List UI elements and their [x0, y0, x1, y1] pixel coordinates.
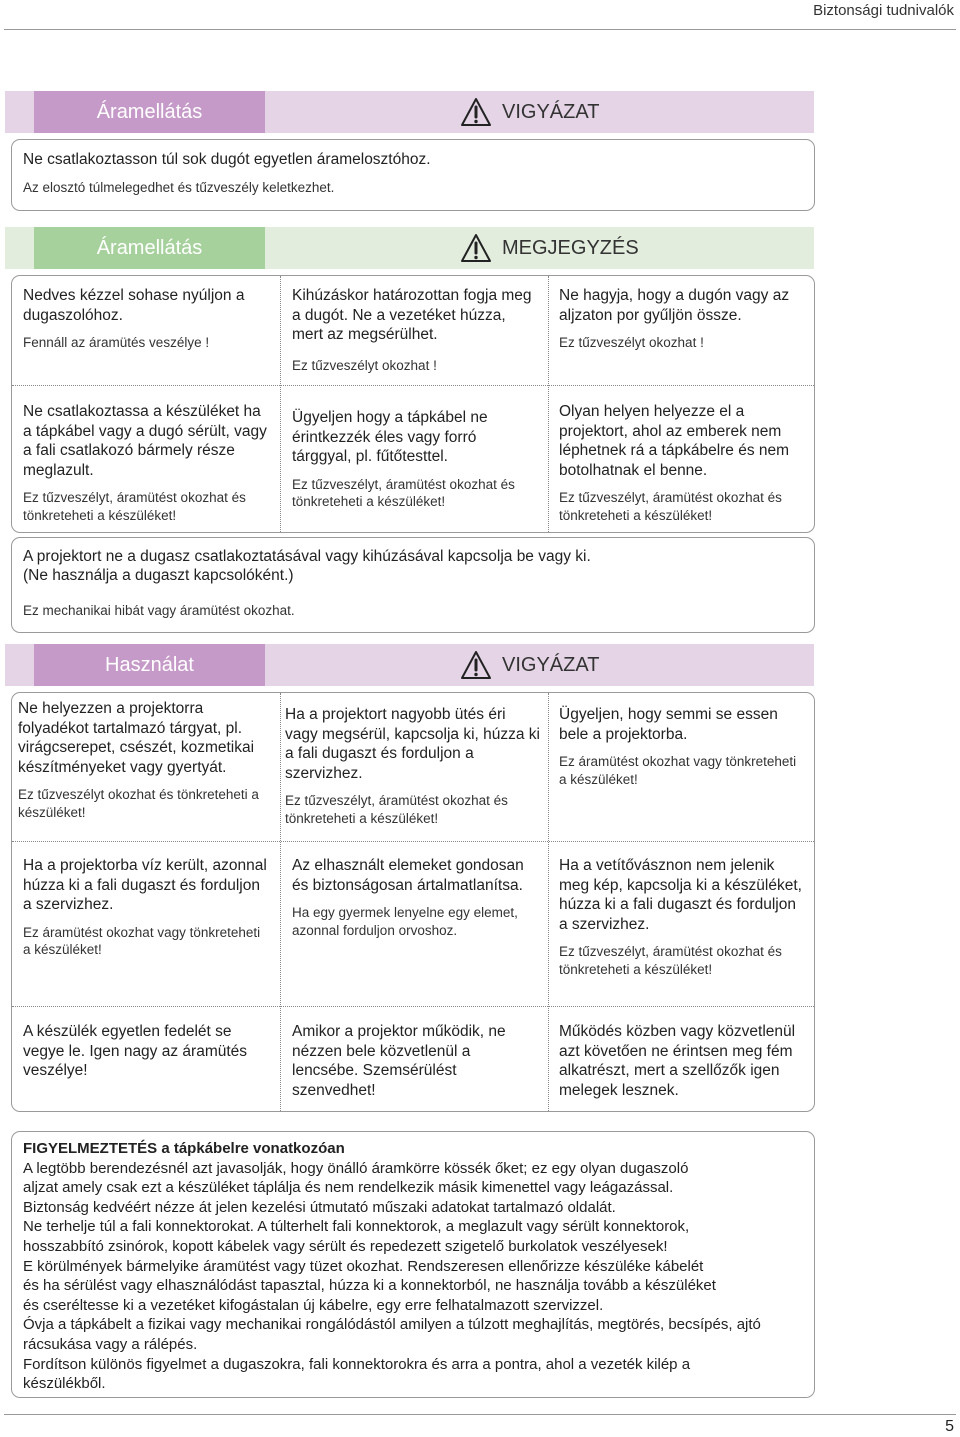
note-sub-text: Ez tűzveszélyt okozhat !	[559, 335, 704, 350]
caution-main-text: Ne csatlakoztasson túl sok dugót egyetlen áramelosztóhoz.	[23, 151, 431, 168]
caution-main-text: Az elhasznált elemeket gondosan és biztonságosan ártalmatlanítsa.	[292, 857, 524, 894]
note-cell	[292, 408, 532, 511]
note-cell	[559, 286, 804, 352]
warning-line: Biztonság kedvéért nézze át jelen kezelési útmutató műszaki adatokat tartalmazó oldalát.	[23, 1198, 616, 1216]
section-label: Használat	[34, 644, 265, 686]
caution-box-power-strip	[11, 139, 815, 211]
section-tag	[460, 644, 599, 686]
warning-triangle-icon	[460, 650, 492, 680]
warning-line: A legtöbb berendezésnél azt javasolják, hogy önálló áramkörre kössék őket; ez egy olyan dugaszoló	[23, 1159, 689, 1177]
caution-sub-text: Ez tűzveszélyt, áramütést okozhat és tönkreteheti a készüléket!	[559, 944, 782, 977]
section-bar-usage-caution	[5, 644, 814, 686]
section-label: Áramellátás	[34, 227, 265, 269]
caution-cell	[559, 856, 804, 978]
note-box-power	[11, 275, 815, 533]
note-main-text: Olyan helyen helyezze el a projektort, ahol az emberek nem léphetnek rá a tápkábelre és nem botolhatnak el benne.	[559, 403, 790, 479]
note-sub-text: Ez tűzveszélyt, áramütést okozhat és tönkreteheti a készüléket!	[559, 490, 782, 523]
caution-sub-text: Ez áramütést okozhat vagy tönkreteheti a készüléket!	[559, 754, 797, 787]
note-sub-text: Fennáll az áramütés veszélye !	[23, 335, 210, 350]
caution-box-usage	[11, 692, 815, 1112]
section-tag-label: VIGYÁZAT	[502, 653, 600, 676]
warning-line: és cseréltesse ki a vezetéket kifogástalan új kábelre, egy erre felhatalmazott szervizzel.	[23, 1296, 604, 1314]
note-main-text: Ne csatlakoztassa a készüléket ha a tápkábel vagy a dugó sérült, vagy a fali csatlakozó bármely része meglazult.	[23, 403, 267, 479]
caution-main-text: Amikor a projektor működik, ne nézzen bele közvetlenül a lencsébe. Szemsérülést szenvedhet!	[292, 1023, 506, 1099]
note-sub-text: Ez mechanikai hibát vagy áramütést okozhat.	[23, 603, 295, 618]
caution-sub-text: Ez tűzveszélyt, áramütést okozhat és tönkreteheti a készüléket!	[285, 793, 508, 826]
caution-sub-text: Ez áramütést okozhat vagy tönkreteheti a készüléket!	[23, 924, 261, 957]
note-cell	[23, 286, 273, 352]
warning-line: aljzat amely csak ezt a készüléket táplálja és nem rendelkezik másik kimenettel vagy leágazással.	[23, 1179, 674, 1197]
footer-divider	[4, 1414, 956, 1415]
warning-triangle-icon	[460, 233, 492, 263]
caution-main-text: Ha a projektort nagyobb ütés éri vagy megsérül, kapcsolja ki, húzza ki a fali dugaszt és forduljon a szervizhez.	[285, 706, 541, 782]
page-number: 5	[945, 1418, 954, 1435]
caution-main-text: A készülék egyetlen fedelét se vegye le. Igen nagy az áramütés veszélye!	[23, 1023, 248, 1079]
note-main-text: A projektort ne a dugasz csatlakoztatásával vagy kihúzásával kapcsolja be vagy ki.	[23, 548, 591, 565]
note-sub-text: Ez tűzveszélyt okozhat !	[292, 357, 437, 373]
section-tag	[460, 91, 599, 133]
caution-cell	[559, 1022, 809, 1100]
note-cell	[292, 286, 532, 374]
section-tag-label: VIGYÁZAT	[502, 100, 600, 123]
note-cell	[559, 402, 809, 524]
caution-sub-text: Ha egy gyermek lenyelne egy elemet, azonnal forduljon orvoshoz.	[292, 905, 518, 938]
caution-main-text: Ha a vetítővásznon nem jelenik meg kép, kapcsolja ki a készüléket, húzza ki a fali dugaszt és forduljon a szervizhez.	[559, 857, 802, 933]
note-main-text: (Ne használja a dugaszt kapcsolóként.)	[23, 567, 294, 584]
section-tag-label: MEGJEGYZÉS	[502, 236, 639, 259]
note-sub-text: Ez tűzveszélyt, áramütést okozhat és tönkreteheti a készüléket!	[292, 476, 515, 509]
caution-cell	[285, 705, 540, 827]
section-tag	[460, 227, 639, 269]
note-main-text: Kihúzáskor határozottan fogja meg a dugót. Ne a vezetéket húzza, mert az megsérülhet.	[292, 287, 532, 343]
warning-triangle-icon	[460, 97, 492, 127]
caution-main-text: Működés közben vagy közvetlenül azt követően ne érintsen meg fém alkatrészt, mert a szellőzők igen melegek lesznek.	[559, 1023, 796, 1099]
page-header-title: Biztonsági tudnivalók	[813, 2, 954, 19]
section-label: Áramellátás	[34, 91, 265, 133]
section-bar-power-caution	[5, 91, 814, 133]
caution-main-text: Ha a projektorba víz került, azonnal húzza ki a fali dugaszt és forduljon a szervizhez.	[23, 857, 267, 913]
note-box-plug-switch	[11, 537, 815, 633]
note-cell	[23, 402, 273, 524]
warning-line: és ha sérülést vagy elhasználódást tapasztal, húzza ki a konnektorból, ne használja tovább a készüléket	[23, 1277, 716, 1295]
power-cord-warning-box	[11, 1131, 815, 1398]
note-main-text: Ügyeljen hogy a tápkábel ne érintkezzék éles vagy forró tárggyal, pl. fűtőtesttel.	[292, 409, 488, 465]
note-main-text: Ne hagyja, hogy a dugón vagy az aljzaton por gyűljön össze.	[559, 287, 790, 324]
caution-cell	[23, 1022, 268, 1081]
note-main-text: Nedves kézzel sohase nyúljon a dugaszolóhoz.	[23, 287, 245, 324]
caution-cell	[292, 1022, 532, 1100]
warning-title: FIGYELMEZTETÉS a tápkábelre vonatkozóan	[23, 1140, 345, 1157]
warning-line: E körülmények bármelyike áramütést vagy tüzet okozhat. Rendszeresen ellenőrizze készüléke kábelét	[23, 1257, 704, 1275]
caution-cell	[559, 705, 799, 788]
note-sub-text: Ez tűzveszélyt, áramütést okozhat és tönkreteheti a készüléket!	[23, 490, 246, 523]
caution-cell	[23, 856, 268, 959]
warning-line: Ne terhelje túl a fali konnektorokat. A túlterhelt fali konnektorok, a meglazult vagy sérült konnektorok,	[23, 1218, 690, 1236]
caution-main-text: Ne helyezzen a projektorra folyadékot tartalmazó tárgyat, pl. virágcserepet, csészét, kozmetikai készítményeket vagy gyertyát.	[18, 700, 255, 776]
warning-line: Fordítson különös figyelmet a dugaszokra, fali konnektorokra és arra a pontra, ahol a vezeték kilép a készülékből.	[23, 1355, 691, 1393]
caution-main-text: Ügyeljen, hogy semmi se essen bele a projektorba.	[559, 706, 778, 743]
caution-cell	[18, 699, 276, 821]
header-divider	[4, 29, 956, 30]
power-cord-warning-text	[23, 1139, 803, 1394]
section-bar-power-note	[5, 227, 814, 269]
caution-sub-text: Az elosztó túlmelegedhet és tűzveszély keletkezhet.	[23, 180, 335, 195]
warning-line: Óvja a tápkábelt a fizikai vagy mechanikai rongálódástól amilyen a túlzott meghajlítás, megtörés, becsípés, ajtó rácsukása vagy a rálépés.	[23, 1316, 761, 1353]
caution-sub-text: Ez tűzveszélyt okozhat és tönkreteheti a készüléket!	[18, 787, 259, 820]
warning-line: hosszabbító zsinórok, kopott kábelek vagy sérült és repedezett szigetelő burkolatok veszélyesek!	[23, 1237, 668, 1255]
caution-cell	[292, 856, 532, 939]
